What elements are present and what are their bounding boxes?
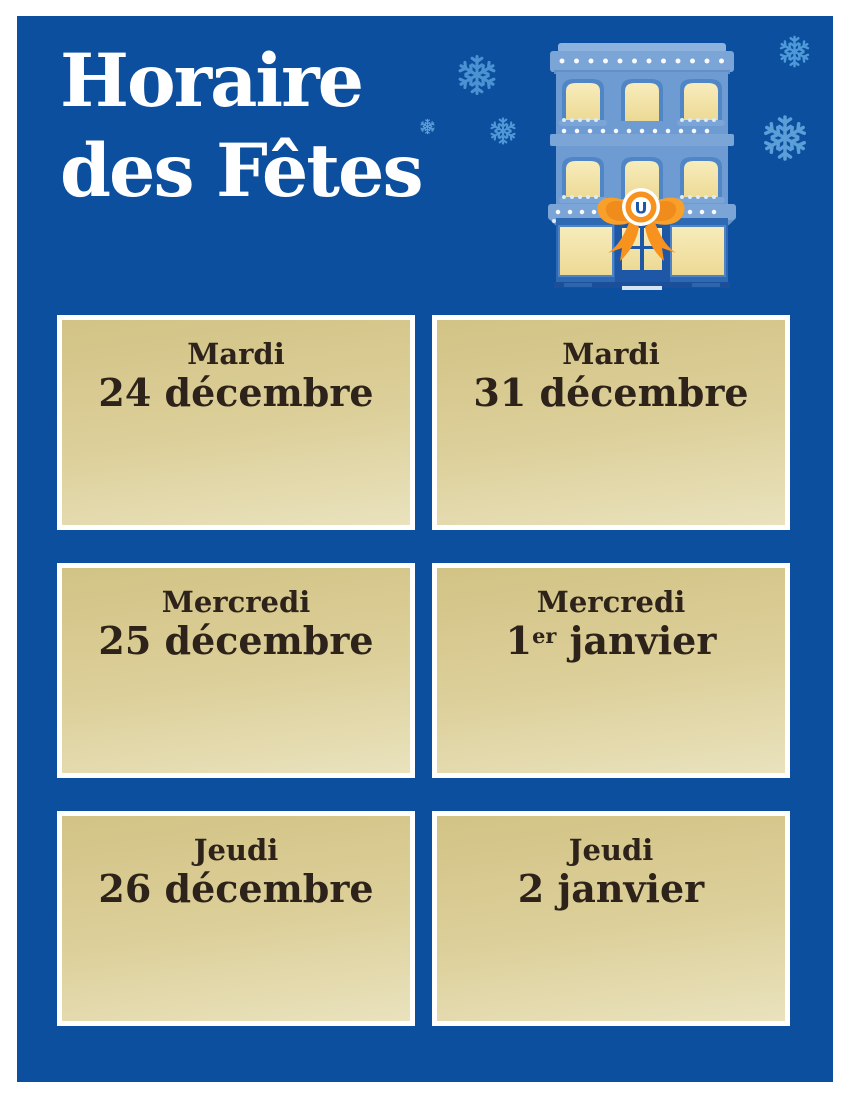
page-title: [60, 36, 422, 216]
schedule-card: [432, 811, 790, 1026]
schedule-grid: [57, 315, 790, 1026]
title-line-2: des Fêtes: [60, 128, 422, 214]
card-date: 2 janvier: [517, 866, 705, 911]
card-date: 31 décembre: [473, 370, 749, 415]
card-date: 25 décembre: [98, 618, 374, 663]
snowflake-icon: [455, 53, 499, 97]
schedule-card: [432, 315, 790, 530]
card-day: Mercredi: [536, 585, 686, 619]
card-date: 26 décembre: [98, 866, 374, 911]
store-logo-badge: [622, 188, 660, 226]
schedule-card: [57, 811, 415, 1026]
schedule-card: [57, 563, 415, 778]
snowflake-icon: [419, 118, 436, 135]
card-day: Mardi: [562, 337, 660, 371]
snowflake-icon: [488, 116, 518, 146]
snowflake-icon: [777, 34, 812, 69]
store-illustration: [544, 40, 740, 290]
snowflake-icon: [760, 113, 810, 163]
card-day: Jeudi: [193, 833, 279, 867]
card-day: Mardi: [187, 337, 285, 371]
card-date: 1er janvier: [505, 618, 717, 663]
store-logo-letter: U: [634, 198, 648, 218]
schedule-card: [57, 315, 415, 530]
card-day: Jeudi: [568, 833, 654, 867]
card-date: 24 décembre: [98, 370, 374, 415]
poster-background: [17, 16, 833, 1082]
title-line-1: Horaire: [60, 38, 363, 124]
schedule-card: [432, 563, 790, 778]
card-day: Mercredi: [161, 585, 311, 619]
